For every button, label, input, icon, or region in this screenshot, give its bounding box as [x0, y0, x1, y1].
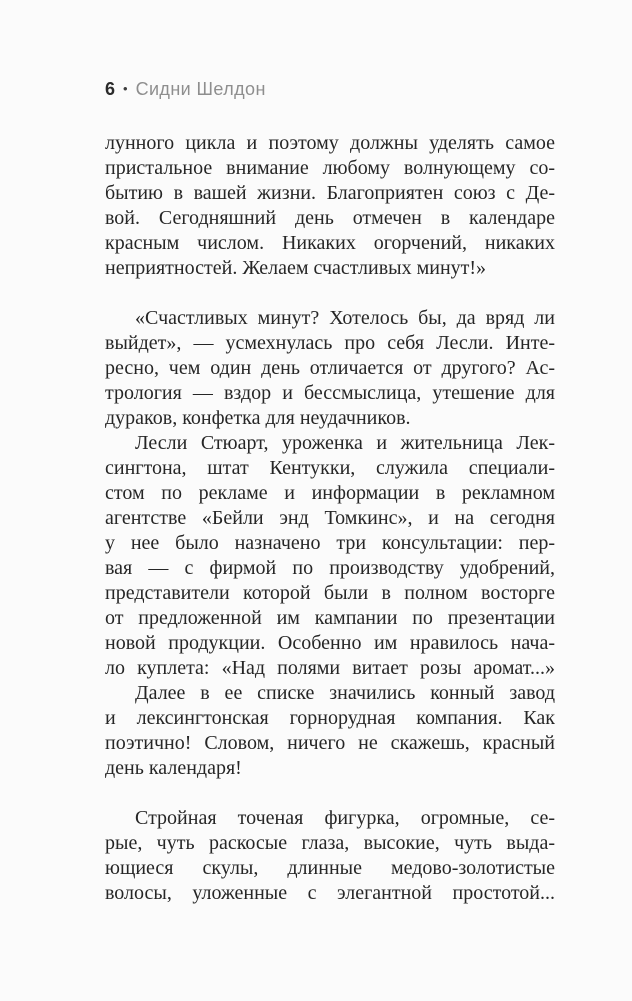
text-line: трология — вздор и бессмыслица, утешение для [105, 382, 555, 404]
text-line: Лесли Стюарт, уроженка и жительница Лек- [135, 432, 555, 454]
text-line: ло куплета: «Над полями витает розы аромат...» [105, 657, 555, 679]
text-line: агентстве «Бейли энд Томкинс», и на сегодня [105, 507, 555, 529]
paragraph [105, 806, 555, 906]
text-line: дураков, конфетка для неудачников. [105, 407, 411, 429]
text-line: у нее было назначено три консультации: пер- [105, 532, 555, 554]
text-line: «Счастливых минут? Хотелось бы, да вряд ли [135, 307, 555, 329]
bullet-separator-icon: • [123, 81, 128, 96]
text-line: день календаря! [105, 757, 242, 779]
text-line: Далее в ее списке значились конный завод [135, 682, 555, 704]
page-text [105, 131, 555, 906]
text-line: рые, чуть раскосые глаза, высокие, чуть выда- [105, 832, 555, 854]
paragraph [105, 431, 555, 681]
text-line: лунного цикла и поэтому должны уделять самое [105, 132, 555, 154]
text-line: красным числом. Никаких огорчений, никаких [105, 232, 555, 254]
text-line: вая — с фирмой по производству удобрений, [105, 557, 555, 579]
text-line: бытию в вашей жизни. Благоприятен союз с Де- [105, 182, 555, 204]
text-line: ресно, чем один день отличается от другого? Ас- [105, 357, 555, 379]
page-number: 6 [105, 79, 116, 99]
text-line: поэтично! Словом, ничего не скажешь, красный [105, 732, 555, 754]
page-header [105, 78, 266, 100]
text-line: ющиеся скулы, длинные медово-золотистые [105, 857, 555, 879]
paragraph [105, 131, 555, 281]
paragraph [105, 306, 555, 431]
author-name: Сидни Шелдон [135, 79, 266, 99]
text-line: стом по рекламе и информации в рекламном [105, 482, 555, 504]
text-line: вой. Сегодняшний день отмечен в календаре [105, 207, 555, 229]
text-line: выйдет», — усмехнулась про себя Лесли. Инте- [105, 332, 555, 354]
text-line: представители которой были в полном восторге [105, 582, 555, 604]
text-line: от предложенной им кампании по презентации [105, 607, 555, 629]
text-line: волосы, уложенные с элегантной простотой... [105, 882, 555, 904]
text-line: сингтона, штат Кентукки, служила специали- [105, 457, 555, 479]
paragraph [105, 681, 555, 781]
text-line: пристальное внимание любому волнующему со- [105, 157, 555, 179]
text-line: новой продукции. Особенно им нравилось нача- [105, 632, 555, 654]
text-line: неприятностей. Желаем счастливых минут!» [105, 257, 487, 279]
text-line: и лексингтонская горнорудная компания. Как [105, 707, 555, 729]
text-line: Стройная точеная фигурка, огромные, се- [135, 807, 555, 829]
